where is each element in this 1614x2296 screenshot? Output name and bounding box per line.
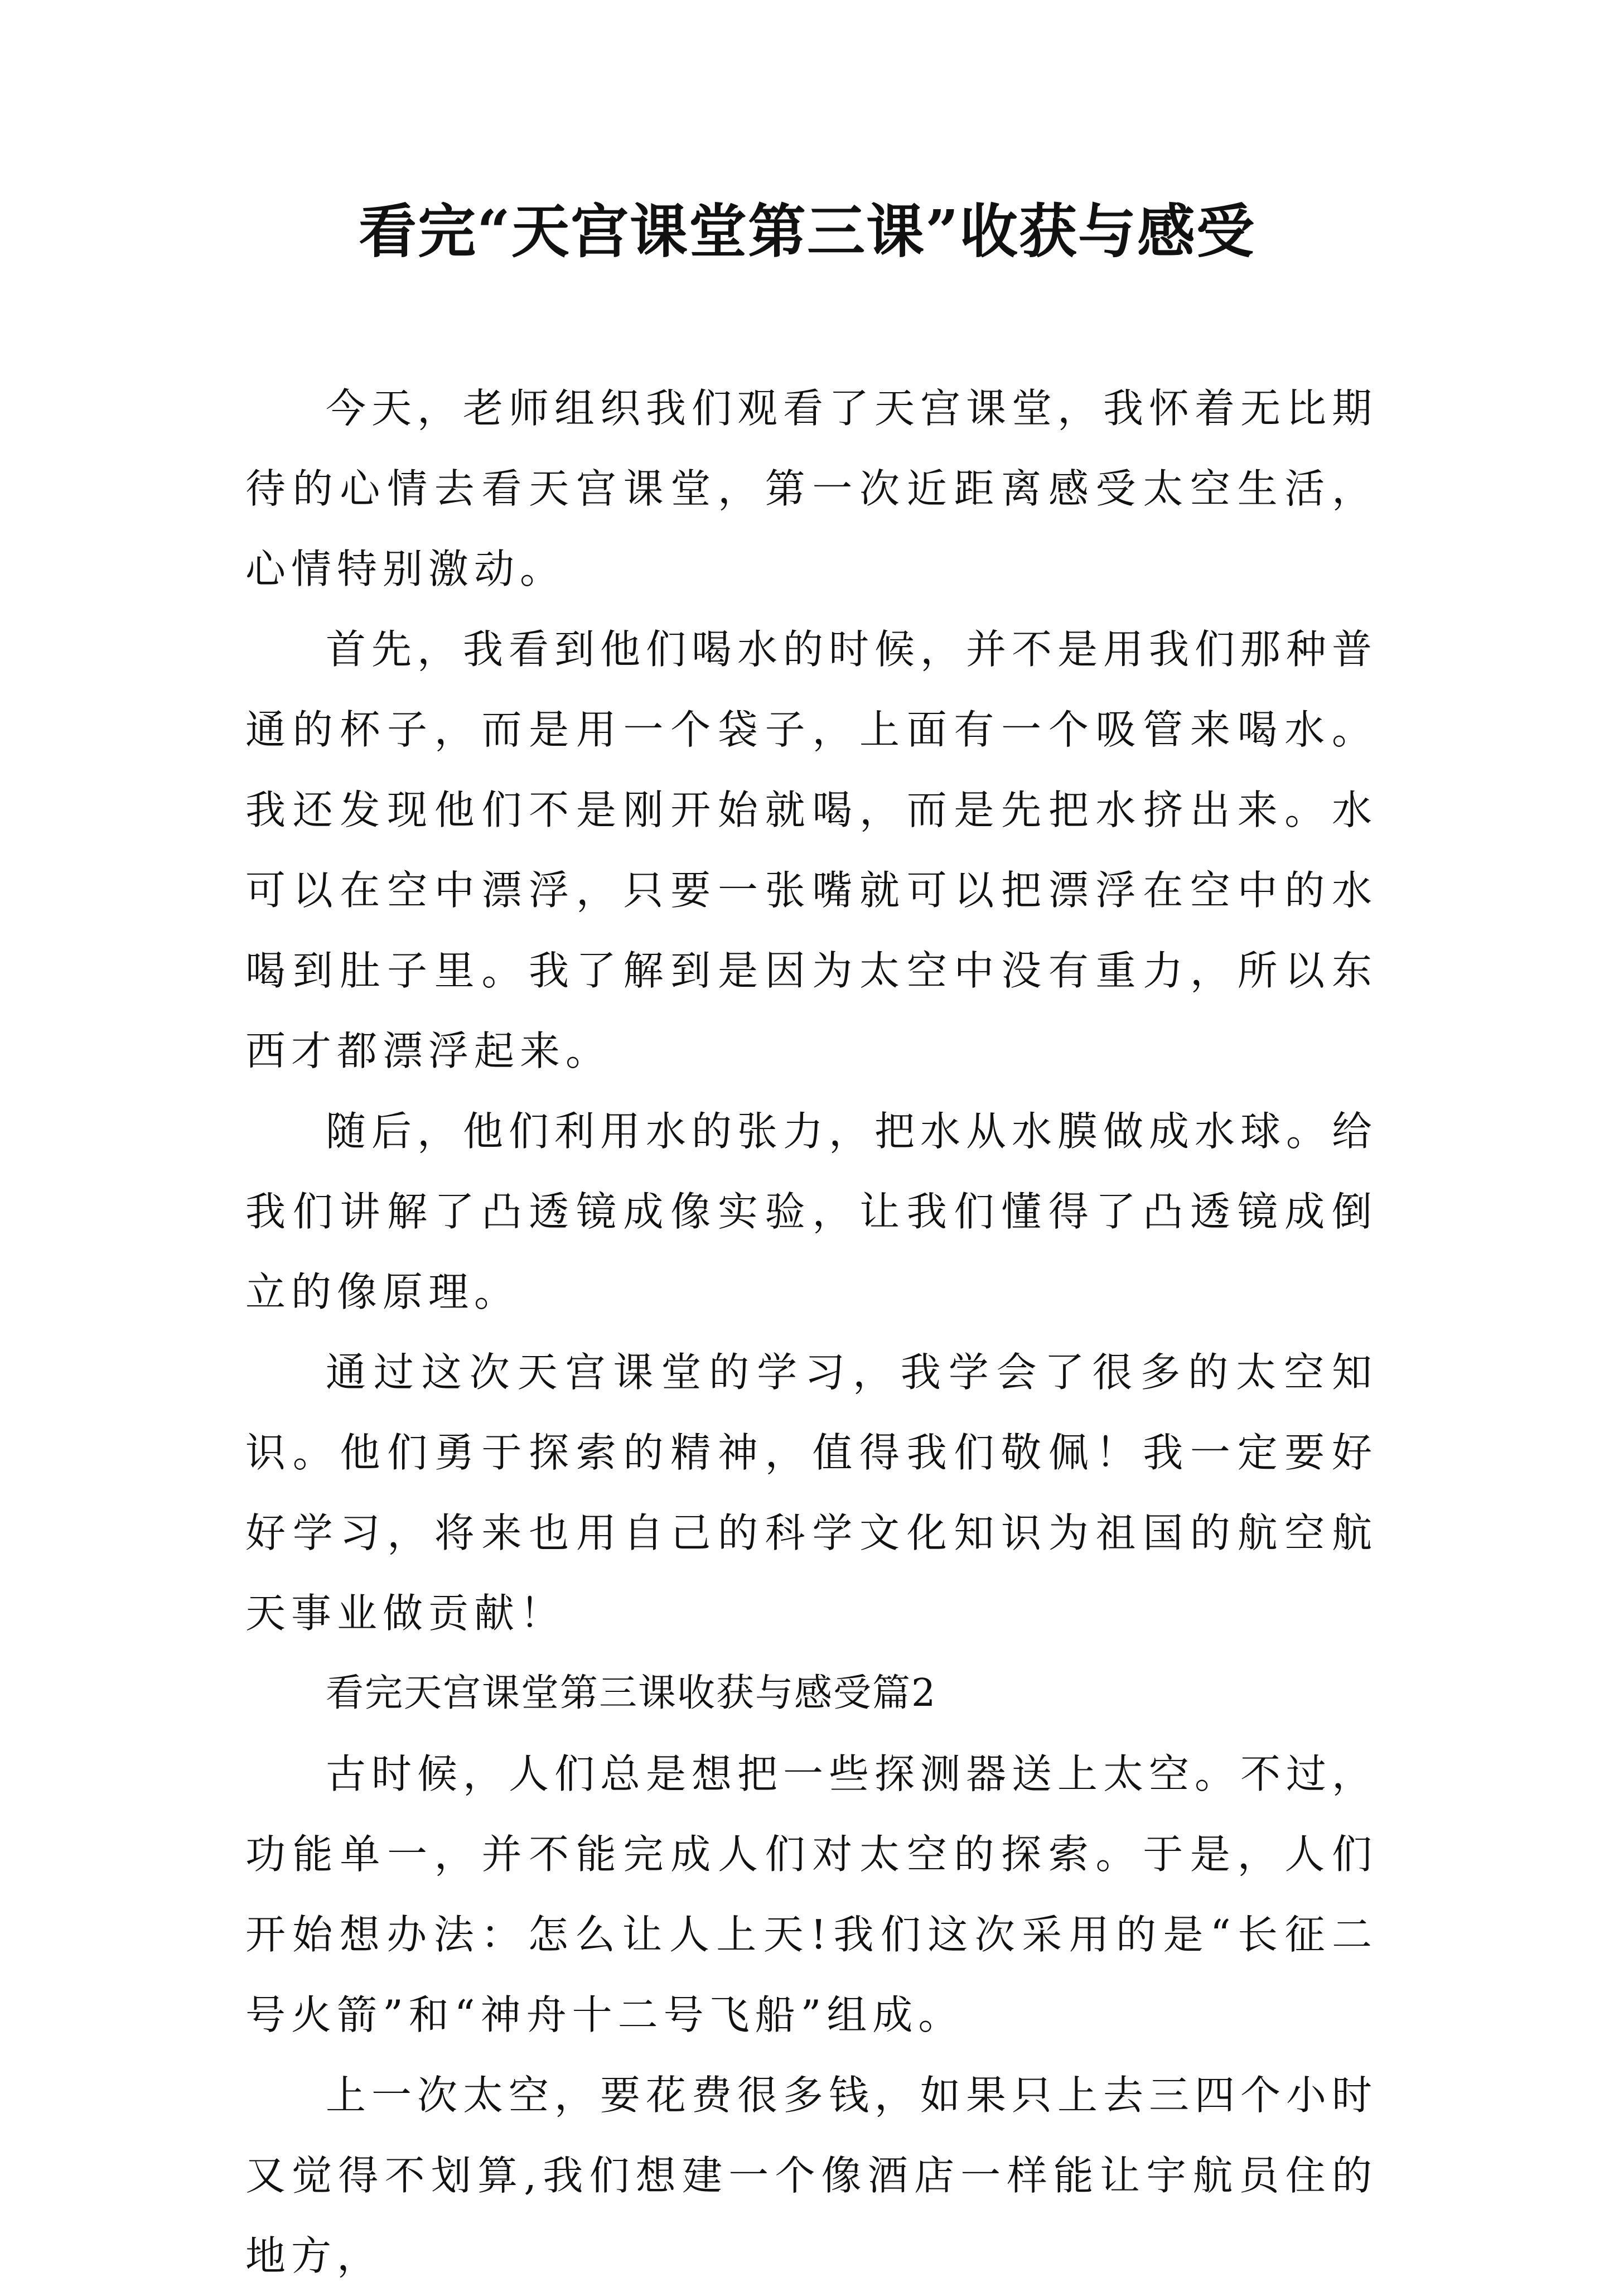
paragraph: 今天，老师组织我们观看了天宫课堂，我怀着无比期待的心情去看天宫课堂，第一次近距离感受太空生活，心情特别激动。: [245, 385, 1378, 592]
paragraph: 通过这次天宫课堂的学习，我学会了很多的太空知识。他们勇于探索的精神，值得我们敬佩！我一定要好好学习，将来也用自己的科学文化知识为祖国的航空航天事业做贡献！: [245, 1349, 1378, 1637]
section-heading: 看完天宫课堂第三课收获与感受篇2: [326, 1671, 937, 1715]
document-title: 看完“天宫课堂第三课”收获与感受: [359, 197, 1255, 266]
paragraph: 随后，他们利用水的张力，把水从水膜做成水球。给我们讲解了凸透镜成像实验，让我们懂得了凸透镜成倒立的像原理。: [245, 1108, 1378, 1315]
paragraph: 首先，我看到他们喝水的时候，并不是用我们那种普通的杯子，而是用一个袋子，上面有一个吸管来喝水。我还发现他们不是刚开始就喝，而是先把水挤出来。水可以在空中漂浮，只要一张嘴就可以把漂浮在空中的水喝到肚子里。我了解到是因为太空中没有重力，所以东西才都漂浮起来。: [245, 626, 1378, 1074]
paragraph: 古时候，人们总是想把一些探测器送上太空。不过，功能单一，并不能完成人们对太空的探索。于是，人们开始想办法：怎么让人上天!我们这次采用的是“长征二号火箭”和“神舟十二号飞船”组成。: [245, 1750, 1378, 2038]
paragraph: 上一次太空，要花费很多钱，如果只上去三四个小时又觉得不划算,我们想建一个像酒店一样能让宇航员住的地方，: [245, 2072, 1378, 2279]
document-body: [245, 368, 1378, 2296]
